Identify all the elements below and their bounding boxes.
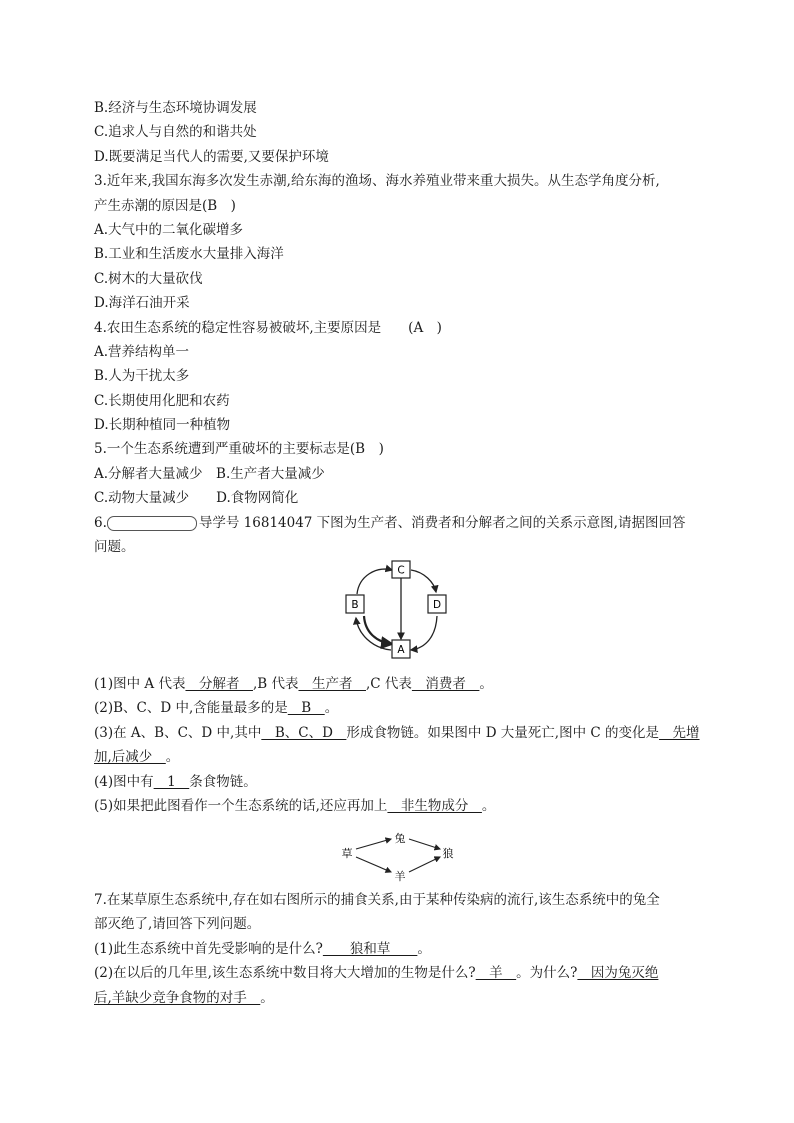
arrow-d-to-a [411, 616, 437, 650]
box-a-label: A [397, 644, 405, 656]
q3-option-b: B.工业和生活废水大量排入海洋 [94, 246, 284, 263]
answer-reason: 因为兔灭绝 [577, 965, 659, 982]
q7-part2-line2: 后,羊缺少竞争食物的对手 。 [94, 989, 274, 1006]
answer-increase: 羊 [475, 965, 517, 982]
guide-tag-icon [107, 516, 197, 531]
q5-options-row1: A.分解者大量减少 B.生产者大量减少 [94, 465, 325, 482]
q3-stem-line1: 3.近年来,我国东海多次发生赤潮,给东海的渔场、海水养殖业带来重大损失。从生态学角度分析, [94, 173, 660, 190]
answer-change: 先增 [659, 724, 700, 741]
q6-part3-line1: (3)在 A、B、C、D 中,其中 B、C、D 形成食物链。如果图中 D 大量死亡,图中 C 的变化是 先增 [94, 724, 700, 741]
q3-option-d: D.海洋石油开采 [94, 295, 190, 312]
arrow-rabbit-wolf [409, 839, 440, 849]
node-sheep: 羊 [394, 870, 406, 883]
q3-stem-line2: 产生赤潮的原因是(B ) [94, 197, 236, 214]
q6-part5: (5)如果把此图看作一个生态系统的话,还应再加上 非生物成分 。 [94, 797, 496, 814]
arrow-b-to-c [357, 569, 392, 594]
q7-part2-line1: (2)在以后的几年里,该生态系统中数目将大大增加的生物是什么? 羊 。为什么? 因为兔灭绝 [94, 965, 659, 982]
food-web-diagram [338, 832, 458, 886]
q4-option-c: C.长期使用化肥和农药 [94, 392, 230, 409]
box-b-label: B [351, 599, 359, 611]
box-c [392, 561, 410, 578]
answer-change-cont: 加,后减少 [94, 749, 166, 766]
node-grass: 草 [341, 847, 353, 860]
q3-option-a: A.大气中的二氧化碳增多 [94, 221, 244, 238]
q5-options-row2: C.动物大量减少 D.食物网简化 [94, 490, 299, 507]
q6-stem-line1 [94, 511, 706, 535]
q4-option-d: D.长期种植同一种植物 [94, 417, 231, 434]
q6-part1: (1)图中 A 代表 分解者 ,B 代表 生产者 ,C 代表 消费者 。 [94, 676, 493, 692]
arrow-c-to-d [411, 570, 436, 592]
q6-part3-line2: 加,后减少 。 [94, 749, 180, 766]
q6-number: 6. [94, 514, 107, 531]
q7-stem-line2: 部灭绝了,请回答下列问题。 [94, 916, 261, 933]
option-d-prev: D.既要满足当代人的需要,又要保护环境 [94, 148, 329, 165]
q6-answers [94, 672, 706, 818]
answer-first-affected: 狼和草 [322, 940, 418, 957]
answer-most-energy: B [287, 700, 325, 717]
q7-stem-line1: 7.在某草原生态系统中,存在如右图所示的捕食关系,由于某种传染病的流行,该生态系统中的兔全 [94, 892, 660, 908]
q7-section [94, 888, 706, 1010]
arrow-grass-sheep [356, 857, 391, 872]
node-rabbit: 兔 [394, 832, 406, 845]
q5-stem: 5.一个生态系统遭到严重破坏的主要标志是(B ) [94, 441, 384, 458]
answer-c: 消费者 [411, 676, 480, 692]
box-a [392, 640, 410, 658]
arrow-grass-rabbit [356, 839, 391, 849]
q6-part4: (4)图中有 1 条食物链。 [94, 773, 257, 790]
arrow-a-to-b [356, 618, 391, 650]
answer-abiotic: 非生物成分 [387, 797, 482, 814]
node-wolf: 狼 [442, 847, 454, 860]
q4-option-a: A.营养结构单一 [94, 343, 190, 360]
option-c-prev: C.追求人与自然的和谐共处 [94, 124, 257, 141]
box-d-label: D [432, 599, 442, 611]
q6-stem-text: 导学号 16814047 下图为生产者、消费者和分解者之间的关系示意图,请据图回答 [198, 514, 686, 531]
answer-food-chain: B、C、D [261, 724, 347, 741]
q4-option-b: B.人为干扰太多 [94, 368, 190, 385]
arrow-sheep-wolf [409, 857, 440, 872]
box-c-label: C [397, 564, 405, 577]
answer-chain-count: 1 [153, 773, 190, 790]
option-b-prev: B.经济与生态环境协调发展 [94, 100, 257, 116]
q3-option-c: C.树木的大量砍伐 [94, 270, 203, 287]
q4-stem: 4.农田生态系统的稳定性容易被破坏,主要原因是 (A ) [94, 319, 442, 336]
answer-b: 生产者 [298, 676, 366, 692]
box-d [428, 595, 446, 613]
q6-stem-line2: 问题。 [94, 539, 135, 556]
box-b [346, 595, 364, 613]
q7-part1: (1)此生态系统中首先受影响的是什么? 狼和草 。 [94, 940, 431, 957]
answer-reason-cont: 后,羊缺少竞争食物的对手 [94, 989, 261, 1006]
q6-part2: (2)B、C、D 中,含能量最多的是 B 。 [94, 700, 339, 717]
answer-a: 分解者 [185, 676, 253, 692]
document-page [94, 96, 706, 559]
relationship-diagram [340, 558, 452, 664]
